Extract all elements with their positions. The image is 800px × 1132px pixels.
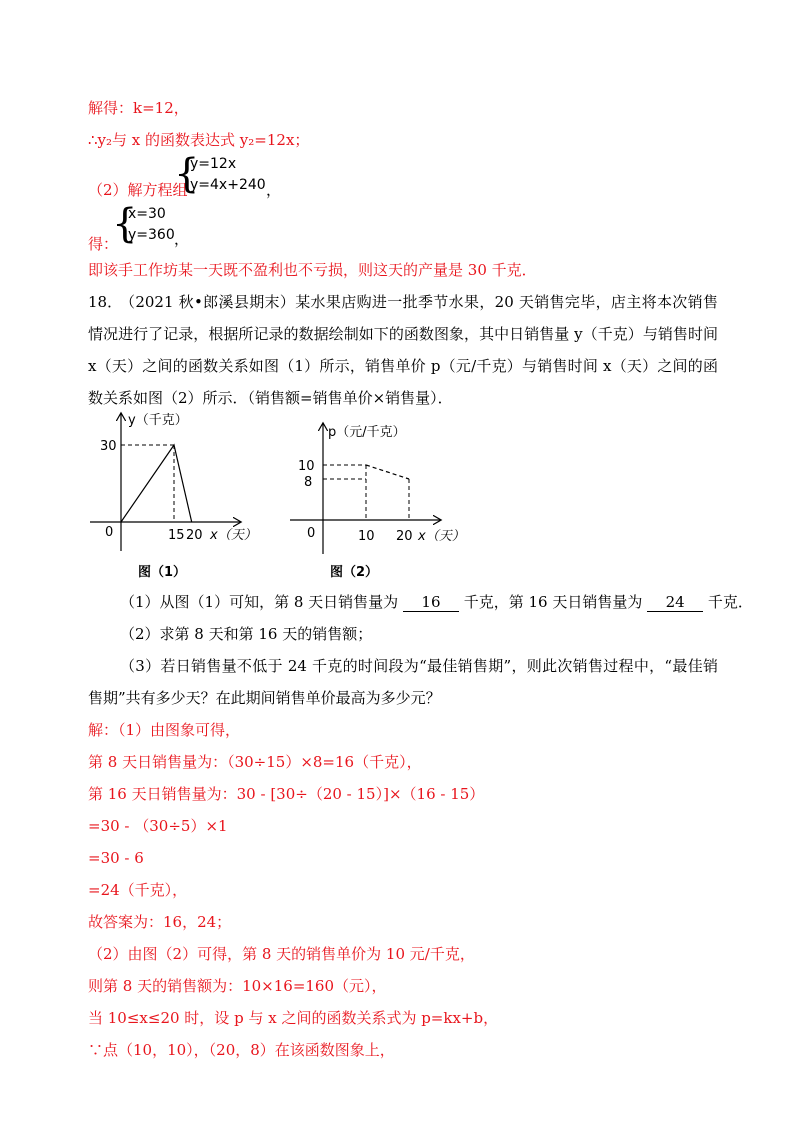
fig2-origin: 0 — [307, 526, 316, 541]
fig1-xlabel: x（天） — [210, 528, 257, 543]
q1-answer-blank-2: 24 — [647, 593, 703, 612]
solution-line-1: 解：（1）由图象可得， — [88, 721, 241, 739]
fig1-ytick-30: 30 — [100, 439, 117, 454]
fig2-ytick-10: 10 — [298, 459, 315, 474]
system1-eq-b: y=4x+240 — [190, 177, 266, 193]
subquestion-1 — [120, 592, 753, 612]
solution-line-8: （2）由图（2）可得，第 8 天的销售单价为 10 元/千克， — [88, 945, 475, 963]
fig2-series-line — [366, 465, 409, 479]
fig2-ylabel: p（元/千克） — [328, 425, 406, 440]
system-brace-2: { — [112, 201, 138, 247]
equation-system-2 — [128, 204, 175, 246]
solution-line-9: 则第 8 天的销售额为：10×16=160（元）， — [88, 977, 387, 995]
solution-line-7: 故答案为：16，24； — [88, 913, 232, 931]
solution-line-5: =30 - 6 — [88, 849, 144, 867]
system1-tail: ， — [266, 181, 282, 199]
fig1-xtick-15: 15 — [168, 528, 185, 543]
fig1-ylabel: y（千克） — [128, 413, 188, 428]
fig2-ytick-8: 8 — [304, 475, 313, 490]
prev-solution-conclusion: 即该手工作坊某一天既不盈利也不亏损，则这天的产量是 30 千克． — [88, 261, 537, 279]
subquestion-3: （3）若日销售量不低于 24 千克的时间段为“最佳销售期”，则此次销售过程中，“最佳销售期”共有多少天？在此期间销售单价最高为多少元？ — [88, 657, 718, 707]
solution-line-6: =24（千克）， — [88, 881, 188, 899]
subquestion-2: （2）求第 8 天和第 16 天的销售额； — [120, 625, 373, 643]
fig1-series-line — [121, 445, 192, 522]
equation-system-1 — [190, 154, 266, 196]
system2-eq-b: y=360 — [128, 227, 175, 243]
fig2-xlabel: x（天） — [418, 529, 465, 544]
q1-answer-blank-1: 16 — [403, 593, 459, 612]
question-number: 18． — [88, 293, 123, 311]
fig1-caption: 图（1） — [138, 565, 187, 580]
fig2-caption: 图（2） — [330, 565, 379, 580]
solution-line-10: 当 10≤x≤20 时，设 p 与 x 之间的函数关系式为 p=kx+b， — [88, 1009, 499, 1027]
fig2-xtick-20: 20 — [396, 529, 413, 544]
fig1-xtick-20: 20 — [186, 528, 203, 543]
system2-tail: ， — [174, 230, 190, 248]
system2-eq-a: x=30 — [128, 206, 166, 222]
solution-line-11: ∵点（10，10），（20，8）在该函数图象上， — [88, 1041, 395, 1059]
figure-2-chart — [288, 418, 478, 588]
prev-solution-line-2: ∴y₂与 x 的函数表达式 y₂=12x； — [88, 131, 310, 149]
solution-line-4: =30 - （30÷5）×1 — [88, 817, 228, 835]
system1-eq-a: y=12x — [190, 156, 237, 172]
q1-text-a: （1）从图（1）可知，第 8 天日销售量为 — [120, 593, 399, 611]
prev-solution-system-label: （2）解方程组 — [88, 181, 188, 199]
solution-line-2: 第 8 天日销售量为：（30÷15）×8=16（千克）， — [88, 753, 422, 771]
question-18-stem: （2021 秋•郎溪县期末）某水果店购进一批季节水果，20 天销售完毕，店主将本次销售情况进行了记录，根据所记录的数据绘制如下的函数图象，其中日销售量 y（千克）与销售时间 x（天）之间的函数关系如图（1）所示，销售单价 p（元/千克）与销售时间 x（天）之间的函数关系如图（2）所示．（销售额=销售单价×销售量）． — [88, 293, 718, 407]
q1-text-c: 千克． — [707, 593, 753, 611]
system-brace-1: { — [174, 151, 200, 197]
prev-solution-result-label: 得： — [88, 235, 119, 253]
figure-1-chart — [88, 406, 268, 586]
prev-solution-line-1: 解得：k=12， — [88, 99, 189, 117]
fig2-xtick-10: 10 — [358, 529, 375, 544]
fig1-origin: 0 — [105, 525, 114, 540]
q1-text-b: 千克，第 16 天日销售量为 — [463, 593, 643, 611]
solution-line-3: 第 16 天日销售量为：30 - [30÷（20 - 15）]×（16 - 15） — [88, 785, 485, 803]
